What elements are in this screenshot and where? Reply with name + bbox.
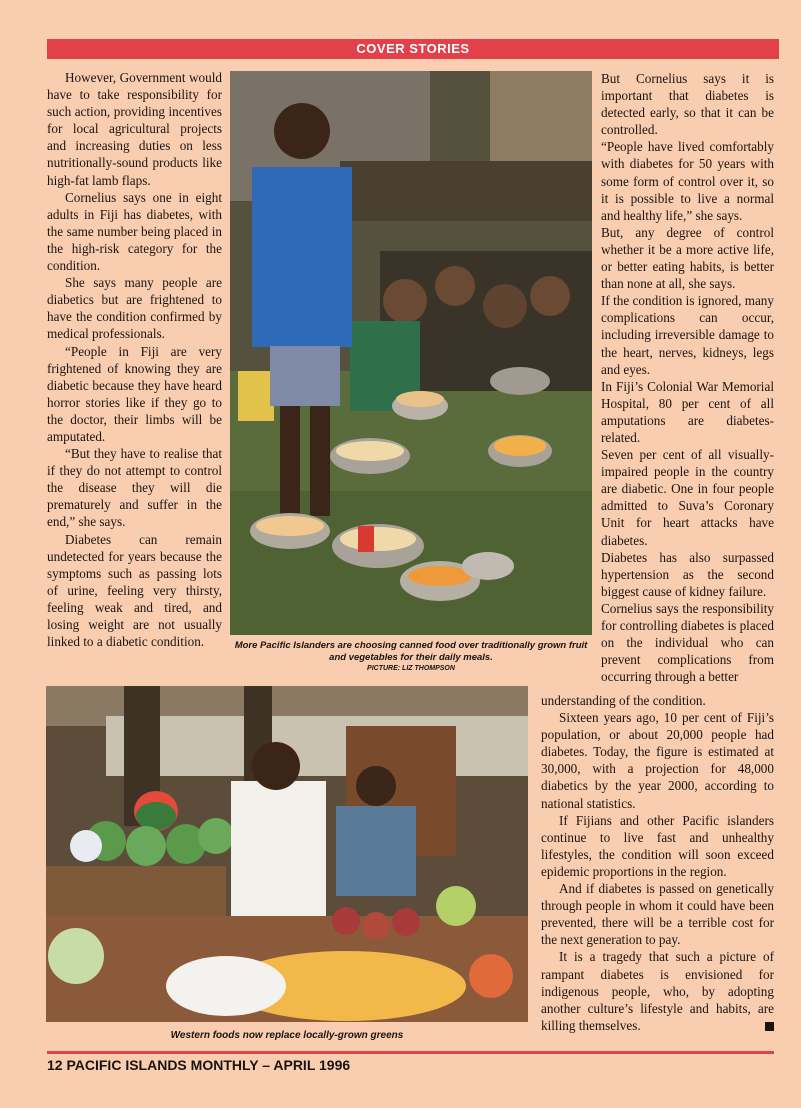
paragraph: In Fiji’s Colonial War Memorial Hospital, 80 per cent of all amputations are diabetes-related. xyxy=(601,378,774,445)
paragraph: And if diabetes is passed on genetically through people in whom it could have been prevented, there will be a terrible cost for the next generation to pay. xyxy=(541,881,774,948)
paragraph: Seven per cent of all visually-impaired people in the country are diabetic. One in four people admitted to Suva’s Coronary Unit for heart attacks have diabetes. xyxy=(601,447,774,548)
article-column-left xyxy=(47,69,222,650)
paragraph: Sixteen years ago, 10 per cent of Fiji’s population, or about 20,000 people had diabetes. Today, the figure is estimated at 30,000, with a projection for 48,000 diabetics by the year 2000, according to national statistics. xyxy=(541,710,774,811)
section-banner: COVER STORIES xyxy=(47,39,779,59)
photo-caption: Western foods now replace locally-grown greens xyxy=(170,1030,404,1041)
paragraph-text: It is a tragedy that such a picture of rampant diabetes is envisioned for indigenous people, who, by adopting another culture’s lifestyle and habits, are killing themselves. xyxy=(541,949,774,1033)
caption-text: More Pacific Islanders are choosing canned food over traditionally grown fruit and vegetables for their daily meals. xyxy=(234,640,588,663)
page-footer: 12 PACIFIC ISLANDS MONTHLY – APRIL 1996 xyxy=(47,1057,351,1073)
paragraph: But, any degree of control whether it be a more active life, or better eating habits, is better than none at all, she says. xyxy=(601,224,774,292)
photo-caption xyxy=(230,640,592,673)
paragraph: Cornelius says the responsibility for controlling diabetes is placed on the individual who can prevent complications from occurring through a better xyxy=(601,600,774,685)
paragraph xyxy=(541,948,774,1033)
paragraph: However, Government would have to take responsibility for such action, providing incentives for local agricultural projects and increasing duties on less nutritionally-sound products like high-fat lamb flaps. xyxy=(47,70,222,188)
paragraph: But Cornelius says it is important that diabetes is detected early, so that it can be controlled. xyxy=(601,71,774,138)
paragraph: “People in Fiji are very frightened of knowing they are diabetic because they have heard horror stories like if they go to the doctor, their limbs will be amputated. xyxy=(47,343,222,444)
photo-credit: PICTURE: LIZ THOMPSON xyxy=(367,665,455,672)
photo-market-canned-food xyxy=(230,71,592,635)
article-column-bottom xyxy=(541,692,774,1034)
paragraph: If the condition is ignored, many complications can occur, including irreversible damage to the heart, nerves, kidneys, legs and eyes. xyxy=(601,293,774,377)
paragraph: Cornelius says one in eight adults in Fiji has diabetes, with the same number being placed in the high-risk category for the condition. xyxy=(47,189,222,274)
paragraph: Diabetes has also surpassed hypertension as the second biggest cause of kidney failure. xyxy=(601,549,774,599)
end-of-article-mark xyxy=(765,1022,774,1031)
paragraph: “People have lived comfortably with diabetes for 50 years with some form of control over it, so it is possible to live a normal and healthy life,” she says. xyxy=(601,139,774,223)
paragraph: understanding of the condition. xyxy=(541,693,706,708)
paragraph: If Fijians and other Pacific islanders continue to live fast and unhealthy lifestyles, the condition will soon exceed epidemic proportions in the region. xyxy=(541,812,774,879)
paragraph: “But they have to realise that if they do not attempt to control the disease they will die prematurely and suffer in the end,” she says. xyxy=(47,446,222,530)
photo-illustration xyxy=(230,71,592,635)
paragraph: She says many people are diabetics but are frightened to have the condition confirmed by medical professionals. xyxy=(47,275,222,342)
footer-rule xyxy=(47,1051,774,1054)
paragraph: Diabetes can remain undetected for years because the symptoms such as passing lots of urine, feeling very thirsty, feeling weak and tired, and losing weight are not usually linked to a diabetic condition. xyxy=(47,531,222,650)
photo-market-stall xyxy=(46,686,528,1022)
photo-illustration xyxy=(46,686,528,1022)
article-column-right xyxy=(601,70,774,685)
